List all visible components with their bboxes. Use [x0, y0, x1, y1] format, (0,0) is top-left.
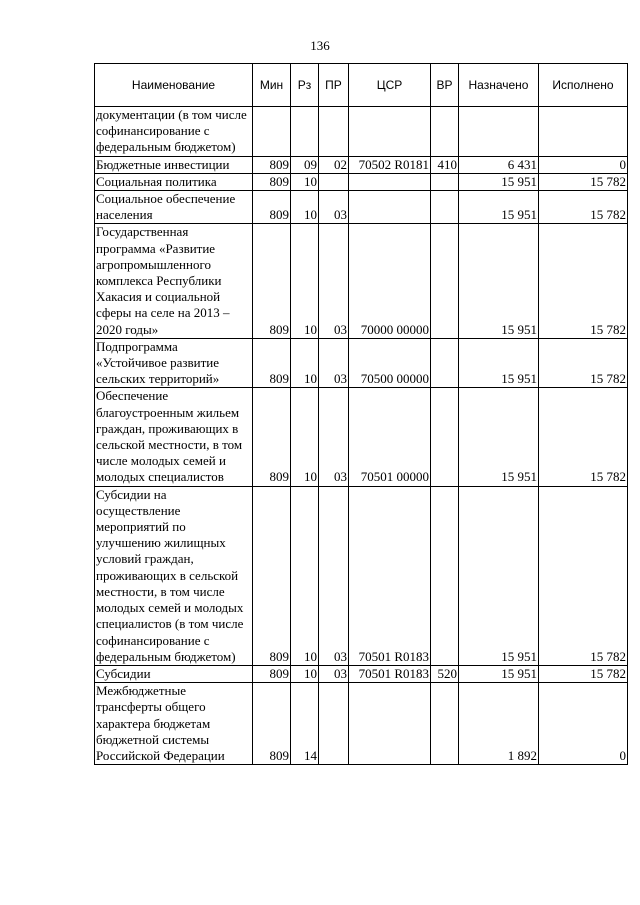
cell-vr — [431, 486, 459, 665]
cell-rz: 10 — [291, 191, 319, 224]
cell-csr — [349, 173, 431, 190]
table-row — [95, 338, 628, 388]
cell-vr — [431, 173, 459, 190]
cell-pr — [319, 173, 349, 190]
cell-name: Субсидии — [95, 665, 253, 682]
cell-naznacheno: 1 892 — [459, 683, 539, 765]
cell-name: Бюджетные инвестиции — [95, 156, 253, 173]
cell-pr: 03 — [319, 338, 349, 388]
cell-csr: 70500 00000 — [349, 338, 431, 388]
cell-vr — [431, 683, 459, 765]
cell-pr: 02 — [319, 156, 349, 173]
cell-naznacheno: 15 951 — [459, 191, 539, 224]
table-row — [95, 191, 628, 224]
cell-vr — [431, 191, 459, 224]
cell-csr: 70501 R0183 — [349, 486, 431, 665]
cell-vr: 520 — [431, 665, 459, 682]
cell-min: 809 — [253, 173, 291, 190]
table-row — [95, 224, 628, 338]
cell-csr: 70000 00000 — [349, 224, 431, 338]
cell-csr — [349, 107, 431, 157]
cell-naznacheno: 15 951 — [459, 338, 539, 388]
cell-rz: 10 — [291, 665, 319, 682]
cell-min: 809 — [253, 338, 291, 388]
cell-pr: 03 — [319, 191, 349, 224]
cell-rz — [291, 107, 319, 157]
cell-pr — [319, 683, 349, 765]
cell-min: 809 — [253, 388, 291, 486]
cell-ispolneno — [539, 107, 628, 157]
table-header-row — [95, 64, 628, 107]
cell-csr: 70502 R0181 — [349, 156, 431, 173]
cell-ispolneno: 15 782 — [539, 486, 628, 665]
header-rz: Рз — [291, 64, 319, 107]
table-row — [95, 665, 628, 682]
cell-min: 809 — [253, 486, 291, 665]
cell-name: Субсидии на осуществление мероприятий по улучшению жилищных условий граждан, проживающих в сельской местности, в том числе молодых семей и молодых специалистов (в том числе софинансирование с федеральным бюджетом) — [95, 486, 253, 665]
cell-rz: 09 — [291, 156, 319, 173]
budget-table — [94, 63, 628, 765]
cell-ispolneno: 0 — [539, 156, 628, 173]
cell-csr — [349, 683, 431, 765]
cell-naznacheno: 6 431 — [459, 156, 539, 173]
cell-naznacheno: 15 951 — [459, 388, 539, 486]
header-ispolneno: Исполнено — [539, 64, 628, 107]
header-csr: ЦСР — [349, 64, 431, 107]
header-naznacheno: Назначено — [459, 64, 539, 107]
cell-min: 809 — [253, 156, 291, 173]
table-row — [95, 173, 628, 190]
cell-name: Подпрограмма «Устойчивое развитие сельских территорий» — [95, 338, 253, 388]
cell-naznacheno — [459, 107, 539, 157]
cell-pr: 03 — [319, 665, 349, 682]
page-number: 136 — [310, 38, 330, 53]
table-row — [95, 388, 628, 486]
cell-name: Государственная программа «Развитие агропромышленного комплекса Республики Хакасия и социальной сферы на селе на 2013 – 2020 годы» — [95, 224, 253, 338]
cell-ispolneno: 15 782 — [539, 338, 628, 388]
cell-naznacheno: 15 951 — [459, 665, 539, 682]
cell-pr: 03 — [319, 486, 349, 665]
header-min: Мин — [253, 64, 291, 107]
cell-csr: 70501 00000 — [349, 388, 431, 486]
cell-pr: 03 — [319, 224, 349, 338]
cell-vr: 410 — [431, 156, 459, 173]
cell-rz: 10 — [291, 224, 319, 338]
cell-name: Социальная политика — [95, 173, 253, 190]
cell-naznacheno: 15 951 — [459, 224, 539, 338]
cell-min: 809 — [253, 224, 291, 338]
header-pr: ПР — [319, 64, 349, 107]
table-row — [95, 107, 628, 157]
cell-rz: 10 — [291, 388, 319, 486]
cell-ispolneno: 0 — [539, 683, 628, 765]
cell-csr: 70501 R0183 — [349, 665, 431, 682]
cell-min — [253, 107, 291, 157]
cell-name: Обеспечение благоустроенным жильем граждан, проживающих в сельской местности, в том числе молодых семей и молодых специалистов — [95, 388, 253, 486]
cell-vr — [431, 338, 459, 388]
cell-vr — [431, 388, 459, 486]
cell-naznacheno: 15 951 — [459, 173, 539, 190]
cell-vr — [431, 107, 459, 157]
cell-naznacheno: 15 951 — [459, 486, 539, 665]
cell-rz: 10 — [291, 338, 319, 388]
header-name: Наименование — [95, 64, 253, 107]
cell-ispolneno: 15 782 — [539, 173, 628, 190]
cell-vr — [431, 224, 459, 338]
cell-ispolneno: 15 782 — [539, 388, 628, 486]
cell-min: 809 — [253, 665, 291, 682]
cell-rz: 10 — [291, 486, 319, 665]
cell-min: 809 — [253, 191, 291, 224]
header-vr: ВР — [431, 64, 459, 107]
table-row — [95, 683, 628, 765]
cell-rz: 10 — [291, 173, 319, 190]
cell-ispolneno: 15 782 — [539, 665, 628, 682]
cell-pr: 03 — [319, 388, 349, 486]
cell-name: Социальное обеспечение населения — [95, 191, 253, 224]
cell-ispolneno: 15 782 — [539, 191, 628, 224]
table-row — [95, 486, 628, 665]
cell-rz: 14 — [291, 683, 319, 765]
cell-csr — [349, 191, 431, 224]
cell-pr — [319, 107, 349, 157]
cell-name: документации (в том числе софинансирование с федеральным бюджетом) — [95, 107, 253, 157]
cell-ispolneno: 15 782 — [539, 224, 628, 338]
table-row — [95, 156, 628, 173]
cell-name: Межбюджетные трансферты общего характера бюджетам бюджетной системы Российской Федерации — [95, 683, 253, 765]
cell-min: 809 — [253, 683, 291, 765]
